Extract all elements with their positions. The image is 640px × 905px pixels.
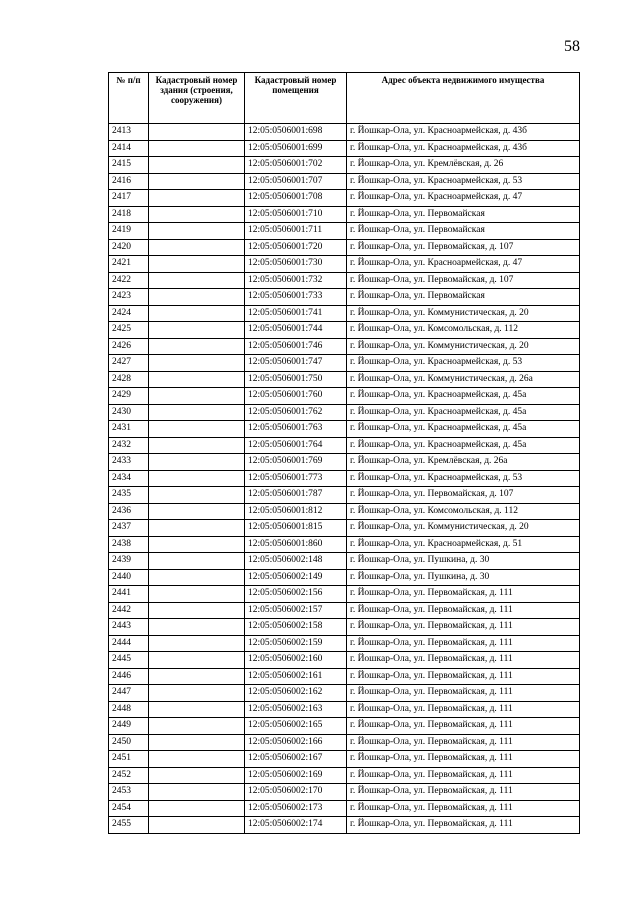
address-cell: г. Йошкар-Ола, ул. Красноармейская, д. 45а xyxy=(347,437,580,454)
building-cadastral-cell xyxy=(149,734,245,751)
room-cadastral-cell: 12:05:0506001:747 xyxy=(245,355,347,372)
room-cadastral-cell: 12:05:0506001:769 xyxy=(245,454,347,471)
row-number-cell: 2443 xyxy=(109,619,149,636)
table-row xyxy=(109,767,580,784)
address-cell: г. Йошкар-Ола, ул. Коммунистическая, д. 20 xyxy=(347,305,580,322)
table-row xyxy=(109,289,580,306)
room-cadastral-cell: 12:05:0506002:160 xyxy=(245,652,347,669)
row-number-cell: 2418 xyxy=(109,206,149,223)
row-number-cell: 2414 xyxy=(109,140,149,157)
row-number-cell: 2451 xyxy=(109,751,149,768)
table-row xyxy=(109,602,580,619)
row-number-cell: 2450 xyxy=(109,734,149,751)
building-cadastral-cell xyxy=(149,701,245,718)
room-cadastral-cell: 12:05:0506001:720 xyxy=(245,239,347,256)
room-cadastral-cell: 12:05:0506001:860 xyxy=(245,536,347,553)
building-cadastral-cell xyxy=(149,437,245,454)
address-cell: г. Йошкар-Ола, ул. Красноармейская, д. 53 xyxy=(347,173,580,190)
row-number-cell: 2449 xyxy=(109,718,149,735)
row-number-cell: 2425 xyxy=(109,322,149,339)
row-number-cell: 2447 xyxy=(109,685,149,702)
room-cadastral-cell: 12:05:0506002:170 xyxy=(245,784,347,801)
room-cadastral-cell: 12:05:0506001:773 xyxy=(245,470,347,487)
address-cell: г. Йошкар-Ола, ул. Комсомольская, д. 112 xyxy=(347,322,580,339)
building-cadastral-cell xyxy=(149,404,245,421)
address-cell: г. Йошкар-Ола, ул. Красноармейская, д. 45а xyxy=(347,388,580,405)
table-row xyxy=(109,256,580,273)
address-cell: г. Йошкар-Ола, ул. Красноармейская, д. 53 xyxy=(347,355,580,372)
building-cadastral-cell xyxy=(149,553,245,570)
building-cadastral-cell xyxy=(149,338,245,355)
building-cadastral-cell xyxy=(149,652,245,669)
table-row xyxy=(109,140,580,157)
building-cadastral-cell xyxy=(149,305,245,322)
address-cell: г. Йошкар-Ола, ул. Первомайская, д. 111 xyxy=(347,652,580,669)
row-number-cell: 2445 xyxy=(109,652,149,669)
building-cadastral-cell xyxy=(149,289,245,306)
address-cell: г. Йошкар-Ола, ул. Красноармейская, д. 43б xyxy=(347,124,580,141)
building-cadastral-cell xyxy=(149,635,245,652)
building-cadastral-cell xyxy=(149,355,245,372)
address-cell: г. Йошкар-Ола, ул. Первомайская, д. 107 xyxy=(347,272,580,289)
room-cadastral-cell: 12:05:0506002:165 xyxy=(245,718,347,735)
building-cadastral-cell xyxy=(149,272,245,289)
room-cadastral-cell: 12:05:0506001:702 xyxy=(245,157,347,174)
table-row xyxy=(109,437,580,454)
building-cadastral-cell xyxy=(149,470,245,487)
building-cadastral-cell xyxy=(149,206,245,223)
address-cell: г. Йошкар-Ола, ул. Первомайская xyxy=(347,223,580,240)
row-number-cell: 2438 xyxy=(109,536,149,553)
room-cadastral-cell: 12:05:0506001:750 xyxy=(245,371,347,388)
row-number-cell: 2431 xyxy=(109,421,149,438)
row-number-cell: 2442 xyxy=(109,602,149,619)
building-cadastral-cell xyxy=(149,520,245,537)
room-cadastral-cell: 12:05:0506001:707 xyxy=(245,173,347,190)
building-cadastral-cell xyxy=(149,239,245,256)
table-row xyxy=(109,701,580,718)
address-cell: г. Йошкар-Ола, ул. Комсомольская, д. 112 xyxy=(347,503,580,520)
table-row xyxy=(109,338,580,355)
table-row xyxy=(109,206,580,223)
address-cell: г. Йошкар-Ола, ул. Первомайская, д. 107 xyxy=(347,487,580,504)
room-cadastral-cell: 12:05:0506001:741 xyxy=(245,305,347,322)
table-row xyxy=(109,305,580,322)
room-cadastral-cell: 12:05:0506001:760 xyxy=(245,388,347,405)
table-row xyxy=(109,355,580,372)
row-number-cell: 2455 xyxy=(109,817,149,834)
table-row xyxy=(109,421,580,438)
address-cell: г. Йошкар-Ола, ул. Первомайская, д. 111 xyxy=(347,751,580,768)
address-cell: г. Йошкар-Ола, ул. Пушкина, д. 30 xyxy=(347,569,580,586)
building-cadastral-cell xyxy=(149,223,245,240)
room-cadastral-cell: 12:05:0506002:157 xyxy=(245,602,347,619)
address-cell: г. Йошкар-Ола, ул. Кремлёвская, д. 26а xyxy=(347,454,580,471)
address-cell: г. Йошкар-Ола, ул. Первомайская, д. 111 xyxy=(347,685,580,702)
room-cadastral-cell: 12:05:0506001:732 xyxy=(245,272,347,289)
page-number: 58 xyxy=(564,38,580,55)
table-row xyxy=(109,668,580,685)
room-cadastral-cell: 12:05:0506001:733 xyxy=(245,289,347,306)
row-number-cell: 2440 xyxy=(109,569,149,586)
room-cadastral-cell: 12:05:0506001:698 xyxy=(245,124,347,141)
row-number-cell: 2435 xyxy=(109,487,149,504)
row-number-cell: 2428 xyxy=(109,371,149,388)
address-cell: г. Йошкар-Ола, ул. Первомайская, д. 111 xyxy=(347,701,580,718)
row-number-cell: 2423 xyxy=(109,289,149,306)
table-row xyxy=(109,124,580,141)
address-cell: г. Йошкар-Ола, ул. Первомайская, д. 107 xyxy=(347,239,580,256)
table-header-row xyxy=(109,73,580,124)
table-row xyxy=(109,503,580,520)
address-cell: г. Йошкар-Ола, ул. Красноармейская, д. 45а xyxy=(347,421,580,438)
table-row xyxy=(109,487,580,504)
room-cadastral-cell: 12:05:0506001:708 xyxy=(245,190,347,207)
address-cell: г. Йошкар-Ола, ул. Красноармейская, д. 43б xyxy=(347,140,580,157)
room-cadastral-cell: 12:05:0506002:148 xyxy=(245,553,347,570)
row-number-cell: 2421 xyxy=(109,256,149,273)
room-cadastral-cell: 12:05:0506002:162 xyxy=(245,685,347,702)
room-cadastral-cell: 12:05:0506002:174 xyxy=(245,817,347,834)
room-cadastral-cell: 12:05:0506002:156 xyxy=(245,586,347,603)
room-cadastral-cell: 12:05:0506001:815 xyxy=(245,520,347,537)
address-cell: г. Йошкар-Ола, ул. Первомайская xyxy=(347,289,580,306)
row-number-cell: 2432 xyxy=(109,437,149,454)
room-cadastral-cell: 12:05:0506001:763 xyxy=(245,421,347,438)
room-cadastral-cell: 12:05:0506001:730 xyxy=(245,256,347,273)
building-cadastral-cell xyxy=(149,157,245,174)
address-cell: г. Йошкар-Ола, ул. Первомайская, д. 111 xyxy=(347,602,580,619)
table-row xyxy=(109,619,580,636)
room-cadastral-cell: 12:05:0506002:161 xyxy=(245,668,347,685)
room-cadastral-cell: 12:05:0506002:166 xyxy=(245,734,347,751)
table-row xyxy=(109,635,580,652)
row-number-cell: 2439 xyxy=(109,553,149,570)
address-cell: г. Йошкар-Ола, ул. Первомайская, д. 111 xyxy=(347,734,580,751)
room-cadastral-cell: 12:05:0506001:787 xyxy=(245,487,347,504)
address-cell: г. Йошкар-Ола, ул. Первомайская, д. 111 xyxy=(347,668,580,685)
table-row xyxy=(109,520,580,537)
header-building-cadastral: Кадастровый номер здания (строения, сооружения) xyxy=(149,73,245,124)
room-cadastral-cell: 12:05:0506002:158 xyxy=(245,619,347,636)
room-cadastral-cell: 12:05:0506001:746 xyxy=(245,338,347,355)
room-cadastral-cell: 12:05:0506001:764 xyxy=(245,437,347,454)
row-number-cell: 2433 xyxy=(109,454,149,471)
address-cell: г. Йошкар-Ола, ул. Первомайская, д. 111 xyxy=(347,619,580,636)
building-cadastral-cell xyxy=(149,817,245,834)
address-cell: г. Йошкар-Ола, ул. Первомайская, д. 111 xyxy=(347,800,580,817)
table-row xyxy=(109,800,580,817)
building-cadastral-cell xyxy=(149,371,245,388)
row-number-cell: 2415 xyxy=(109,157,149,174)
room-cadastral-cell: 12:05:0506001:711 xyxy=(245,223,347,240)
table-row xyxy=(109,751,580,768)
address-cell: г. Йошкар-Ола, ул. Пушкина, д. 30 xyxy=(347,553,580,570)
table-row xyxy=(109,553,580,570)
building-cadastral-cell xyxy=(149,602,245,619)
row-number-cell: 2454 xyxy=(109,800,149,817)
address-cell: г. Йошкар-Ола, ул. Первомайская, д. 111 xyxy=(347,767,580,784)
row-number-cell: 2446 xyxy=(109,668,149,685)
building-cadastral-cell xyxy=(149,256,245,273)
building-cadastral-cell xyxy=(149,173,245,190)
room-cadastral-cell: 12:05:0506002:149 xyxy=(245,569,347,586)
address-cell: г. Йошкар-Ола, ул. Первомайская xyxy=(347,206,580,223)
table-row xyxy=(109,190,580,207)
table-row xyxy=(109,685,580,702)
address-cell: г. Йошкар-Ола, ул. Красноармейская, д. 47 xyxy=(347,256,580,273)
building-cadastral-cell xyxy=(149,569,245,586)
row-number-cell: 2441 xyxy=(109,586,149,603)
address-cell: г. Йошкар-Ола, ул. Красноармейская, д. 45а xyxy=(347,404,580,421)
table-row xyxy=(109,586,580,603)
table-row xyxy=(109,784,580,801)
table-row xyxy=(109,388,580,405)
building-cadastral-cell xyxy=(149,784,245,801)
row-number-cell: 2426 xyxy=(109,338,149,355)
room-cadastral-cell: 12:05:0506001:762 xyxy=(245,404,347,421)
row-number-cell: 2419 xyxy=(109,223,149,240)
header-room-cadastral: Кадастровый номер помещения xyxy=(245,73,347,124)
property-registry-table xyxy=(108,72,580,834)
row-number-cell: 2422 xyxy=(109,272,149,289)
row-number-cell: 2434 xyxy=(109,470,149,487)
row-number-cell: 2436 xyxy=(109,503,149,520)
building-cadastral-cell xyxy=(149,124,245,141)
room-cadastral-cell: 12:05:0506001:812 xyxy=(245,503,347,520)
table-row xyxy=(109,718,580,735)
table-row xyxy=(109,734,580,751)
building-cadastral-cell xyxy=(149,668,245,685)
building-cadastral-cell xyxy=(149,487,245,504)
row-number-cell: 2413 xyxy=(109,124,149,141)
table-row xyxy=(109,569,580,586)
address-cell: г. Йошкар-Ола, ул. Первомайская, д. 111 xyxy=(347,586,580,603)
address-cell: г. Йошкар-Ола, ул. Красноармейская, д. 51 xyxy=(347,536,580,553)
building-cadastral-cell xyxy=(149,421,245,438)
address-cell: г. Йошкар-Ола, ул. Коммунистическая, д. 20 xyxy=(347,520,580,537)
room-cadastral-cell: 12:05:0506002:159 xyxy=(245,635,347,652)
row-number-cell: 2448 xyxy=(109,701,149,718)
row-number-cell: 2417 xyxy=(109,190,149,207)
building-cadastral-cell xyxy=(149,619,245,636)
address-cell: г. Йошкар-Ола, ул. Красноармейская, д. 47 xyxy=(347,190,580,207)
row-number-cell: 2420 xyxy=(109,239,149,256)
row-number-cell: 2453 xyxy=(109,784,149,801)
building-cadastral-cell xyxy=(149,751,245,768)
table-row xyxy=(109,371,580,388)
table-row xyxy=(109,470,580,487)
room-cadastral-cell: 12:05:0506002:173 xyxy=(245,800,347,817)
row-number-cell: 2424 xyxy=(109,305,149,322)
building-cadastral-cell xyxy=(149,586,245,603)
header-address: Адрес объекта недвижимого имущества xyxy=(347,73,580,124)
building-cadastral-cell xyxy=(149,454,245,471)
room-cadastral-cell: 12:05:0506001:744 xyxy=(245,322,347,339)
address-cell: г. Йошкар-Ола, ул. Первомайская, д. 111 xyxy=(347,817,580,834)
row-number-cell: 2437 xyxy=(109,520,149,537)
building-cadastral-cell xyxy=(149,388,245,405)
table-row xyxy=(109,239,580,256)
table-row xyxy=(109,223,580,240)
row-number-cell: 2427 xyxy=(109,355,149,372)
table-row xyxy=(109,272,580,289)
row-number-cell: 2416 xyxy=(109,173,149,190)
table-row xyxy=(109,404,580,421)
building-cadastral-cell xyxy=(149,767,245,784)
room-cadastral-cell: 12:05:0506002:169 xyxy=(245,767,347,784)
table-row xyxy=(109,173,580,190)
table-row xyxy=(109,454,580,471)
building-cadastral-cell xyxy=(149,685,245,702)
building-cadastral-cell xyxy=(149,322,245,339)
room-cadastral-cell: 12:05:0506001:710 xyxy=(245,206,347,223)
row-number-cell: 2452 xyxy=(109,767,149,784)
room-cadastral-cell: 12:05:0506002:163 xyxy=(245,701,347,718)
row-number-cell: 2444 xyxy=(109,635,149,652)
table-row xyxy=(109,322,580,339)
address-cell: г. Йошкар-Ола, ул. Первомайская, д. 111 xyxy=(347,718,580,735)
table-row xyxy=(109,536,580,553)
table-row xyxy=(109,817,580,834)
room-cadastral-cell: 12:05:0506001:699 xyxy=(245,140,347,157)
address-cell: г. Йошкар-Ола, ул. Коммунистическая, д. 26а xyxy=(347,371,580,388)
table-row xyxy=(109,652,580,669)
building-cadastral-cell xyxy=(149,536,245,553)
building-cadastral-cell xyxy=(149,718,245,735)
address-cell: г. Йошкар-Ола, ул. Красноармейская, д. 53 xyxy=(347,470,580,487)
row-number-cell: 2430 xyxy=(109,404,149,421)
building-cadastral-cell xyxy=(149,190,245,207)
room-cadastral-cell: 12:05:0506002:167 xyxy=(245,751,347,768)
building-cadastral-cell xyxy=(149,140,245,157)
address-cell: г. Йошкар-Ола, ул. Первомайская, д. 111 xyxy=(347,635,580,652)
table-row xyxy=(109,157,580,174)
address-cell: г. Йошкар-Ола, ул. Кремлёвская, д. 26 xyxy=(347,157,580,174)
header-number: № п/п xyxy=(109,73,149,124)
address-cell: г. Йошкар-Ола, ул. Первомайская, д. 111 xyxy=(347,784,580,801)
building-cadastral-cell xyxy=(149,503,245,520)
building-cadastral-cell xyxy=(149,800,245,817)
row-number-cell: 2429 xyxy=(109,388,149,405)
address-cell: г. Йошкар-Ола, ул. Коммунистическая, д. 20 xyxy=(347,338,580,355)
